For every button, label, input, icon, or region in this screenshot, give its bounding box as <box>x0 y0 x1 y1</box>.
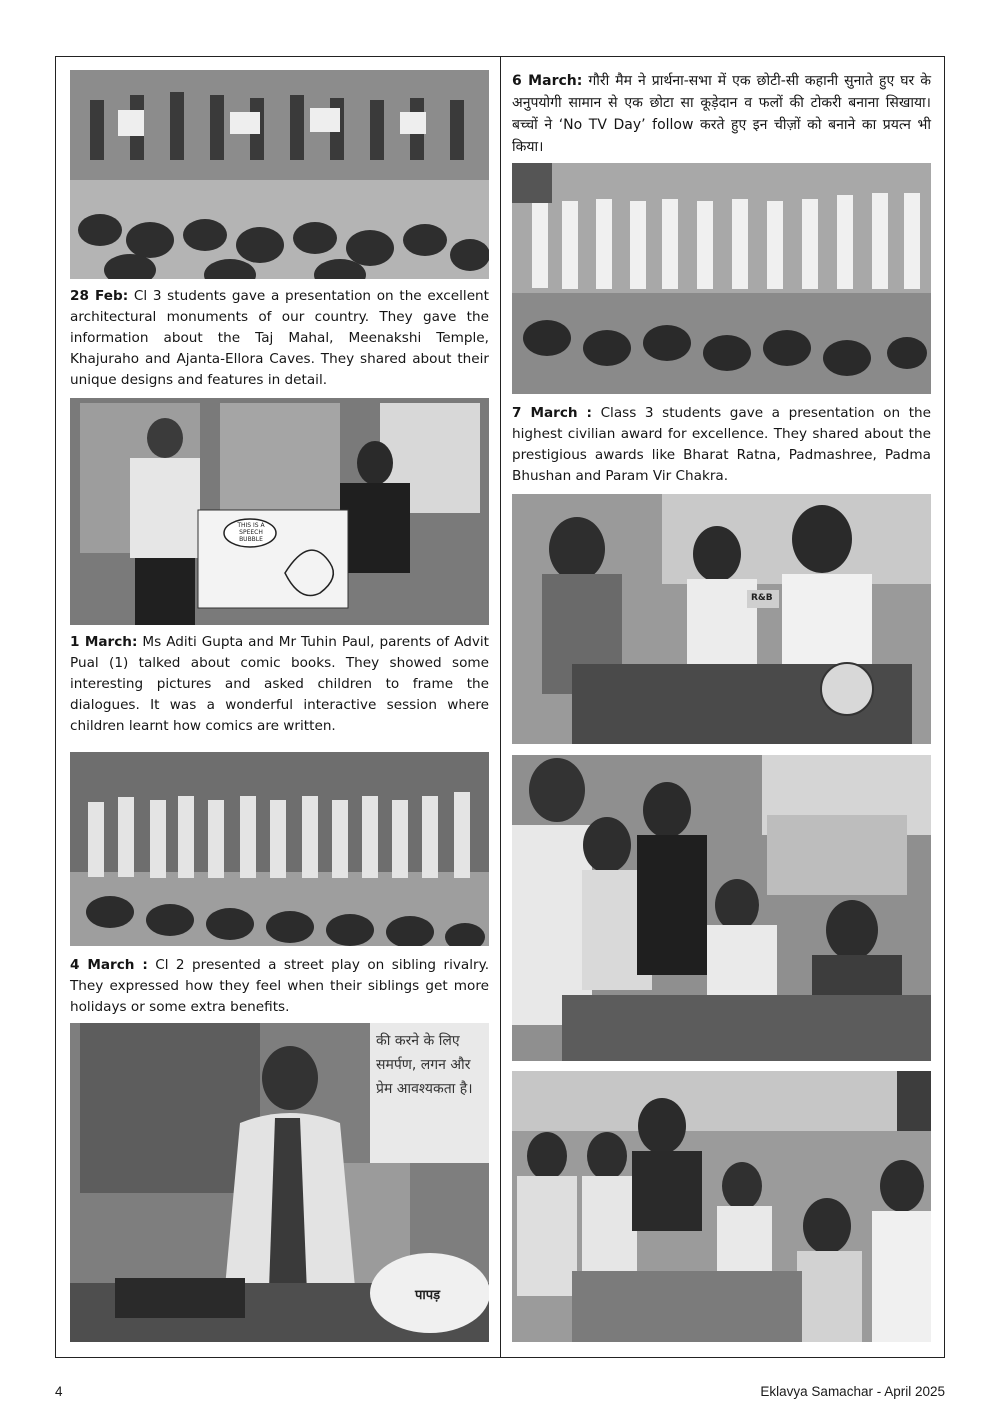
caption-text: Cl 2 presented a street play on sibling rivalry. They expressed how they feel when their siblings get more holidays or some extra benefits. <box>70 957 490 1015</box>
photo-classroom-activity-3 <box>512 1071 931 1342</box>
caption-date: 4 March : <box>70 957 148 973</box>
caption-text: गौरी मैम ने प्रार्थना-सभा में एक छोटी-सी कहानी सुनाते हुए घर के अनुपयोगी सामान से एक छोटा सा कूड़ेदान व फलों की टोकरी बनाना सिखाया। बच्चों ने ‘No TV Day’ follow करते हुए इन चीज़ों को बनाने का प्रयत्न भी किया। <box>512 73 931 155</box>
photo-street-play <box>70 752 489 946</box>
caption-7-march <box>512 403 931 487</box>
photo-classroom-activity-1 <box>512 494 931 744</box>
caption-28-feb <box>70 286 489 391</box>
photo-comic-books-session <box>70 398 489 625</box>
caption-6-march <box>512 70 931 158</box>
caption-text: Cl 3 students gave a presentation on the excellent architectural monuments of our country. They gave the information about the Taj Mahal, Meenakshi Temple, Khajuraho and Ajanta-Ellora Caves. They shared about their unique designs and features in detail. <box>70 288 489 388</box>
caption-1-march <box>70 632 489 737</box>
caption-date: 1 March: <box>70 634 138 650</box>
box-label: R&B <box>751 593 773 603</box>
photo-gauri-mam-craft <box>70 1023 489 1342</box>
caption-date: 6 March: <box>512 73 583 89</box>
column-divider <box>500 56 501 1358</box>
photo-class3-awards-presentation <box>512 163 931 394</box>
board-hindi-text: की करने के लिए समर्पण, लगन और प्रेम आवश्यकता है। <box>376 1033 473 1097</box>
caption-text: Class 3 students gave a presentation on the highest civilian award for excellence. They shared about the prestigious awards like Bharat Ratna, Padmashree, Padma Bhushan and Param Vir Chakra. <box>512 405 931 484</box>
sack-label: पापड़ <box>415 1288 441 1303</box>
speech-bubble-text: THIS IS A SPEECH BUBBLE <box>237 522 265 543</box>
caption-4-march <box>70 955 489 1018</box>
page-number: 4 <box>55 1384 63 1399</box>
photo-cl3-monuments-presentation <box>70 70 489 279</box>
photo-classroom-activity-2 <box>512 755 931 1061</box>
publication-footer: Eklavya Samachar - April 2025 <box>760 1384 945 1399</box>
caption-date: 7 March : <box>512 405 592 421</box>
caption-text: Ms Aditi Gupta and Mr Tuhin Paul, parents of Advit Pual (1) talked about comic books. They showed some interesting pictures and asked children to frame the dialogues. It was a wonderful interactive session where children learnt how comics are written. <box>70 634 489 734</box>
caption-date: 28 Feb: <box>70 288 129 304</box>
